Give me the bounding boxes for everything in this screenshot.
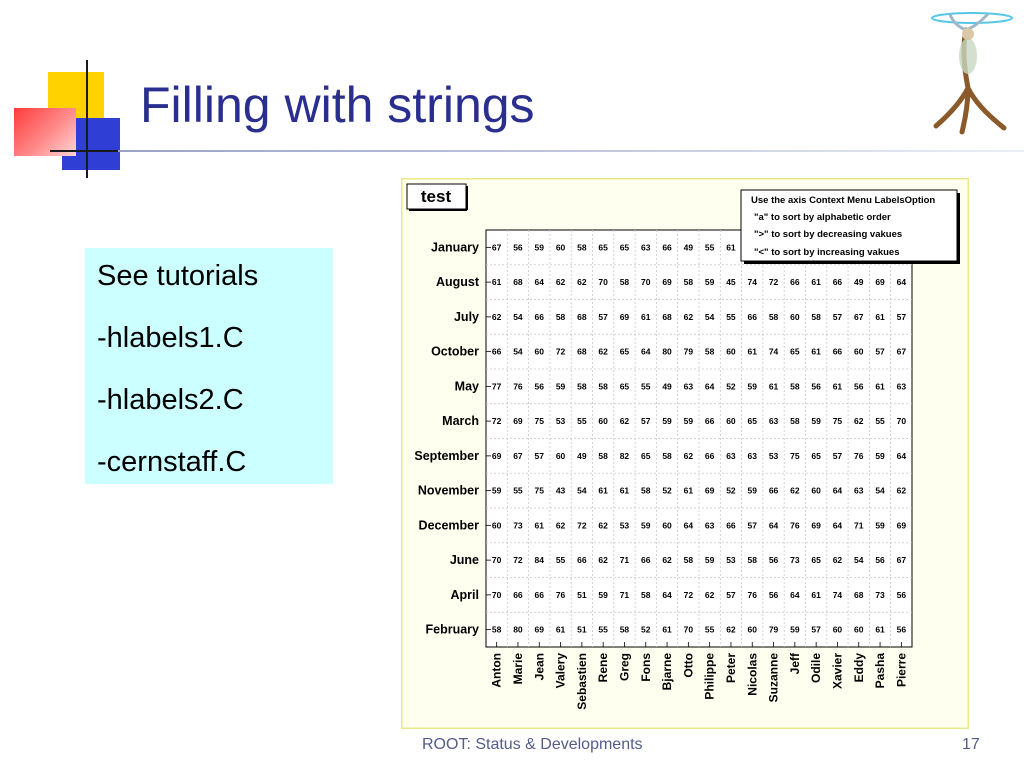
cell-value: 74 [832, 589, 843, 600]
cell-value: 68 [662, 311, 672, 322]
cell-value: 55 [641, 381, 651, 392]
y-tick-label: November [417, 483, 479, 498]
cell-value: 45 [726, 277, 736, 288]
cell-value: 56 [534, 381, 544, 392]
cell-value: 58 [704, 346, 715, 357]
cell-value: 58 [768, 311, 779, 322]
cell-value: 61 [683, 485, 694, 496]
cell-value: 66 [641, 555, 651, 566]
cell-value: 64 [896, 277, 907, 288]
cell-value: 52 [726, 485, 736, 496]
cell-value: 72 [555, 346, 566, 357]
cell-value: 63 [683, 381, 694, 392]
cell-value: 55 [704, 242, 715, 253]
y-tick-label: September [414, 448, 479, 463]
cell-value: 72 [577, 520, 587, 531]
cell-value: 76 [513, 381, 523, 392]
cell-value: 57 [811, 624, 821, 635]
cell-value: 71 [854, 520, 864, 531]
y-tick-label: October [431, 344, 479, 359]
cell-value: 56 [854, 381, 864, 392]
cell-value: 56 [768, 589, 779, 600]
cell-value: 73 [875, 589, 885, 600]
cell-value: 60 [726, 416, 736, 427]
x-tick-label: Valery [553, 653, 568, 689]
cell-value: 54 [513, 346, 523, 357]
legend-line: Use the axis Context Menu LabelsOption [751, 195, 936, 206]
cell-value: 64 [534, 277, 544, 288]
x-tick-label: Bjarne [660, 653, 675, 691]
cell-value: 60 [491, 520, 502, 531]
cell-value: 58 [790, 381, 800, 392]
cell-value: 75 [534, 416, 544, 427]
cell-value: 57 [598, 311, 608, 322]
cell-value: 69 [491, 450, 502, 461]
y-tick-label: February [425, 622, 479, 637]
y-tick-label: June [449, 553, 479, 568]
cell-value: 59 [811, 416, 821, 427]
cell-value: 70 [491, 589, 502, 600]
cell-value: 82 [619, 450, 630, 461]
histogram-canvas [401, 178, 969, 729]
cell-value: 67 [854, 311, 864, 322]
cell-value: 66 [832, 346, 843, 357]
cell-value: 62 [598, 346, 608, 357]
cell-value: 55 [555, 555, 566, 566]
cell-value: 59 [641, 520, 651, 531]
cell-value: 76 [790, 520, 800, 531]
cell-value: 52 [662, 485, 672, 496]
cell-value: 62 [598, 520, 608, 531]
cell-value: 63 [854, 485, 864, 496]
cell-value: 64 [641, 346, 651, 357]
cell-value: 66 [534, 589, 544, 600]
cell-value: 62 [683, 450, 694, 461]
cell-value: 60 [555, 242, 566, 253]
legend-line: "a" to sort by alphabetic order [754, 212, 891, 223]
cell-value: 64 [662, 589, 672, 600]
cell-value: 76 [555, 589, 566, 600]
cell-value: 58 [641, 485, 651, 496]
x-tick-label: Otto [681, 653, 696, 678]
y-tick-label: April [450, 587, 479, 602]
cell-value: 66 [747, 311, 757, 322]
cell-value: 59 [875, 520, 885, 531]
cell-value: 61 [534, 520, 544, 531]
cell-value: 72 [768, 277, 779, 288]
y-tick-label: May [454, 379, 479, 394]
cell-value: 62 [854, 416, 864, 427]
cell-value: 63 [896, 381, 907, 392]
x-tick-label: Pasha [873, 653, 888, 689]
note-line: -hlabels2.C [97, 384, 244, 416]
cell-value: 71 [619, 555, 630, 566]
cell-value: 65 [790, 346, 800, 357]
cell-value: 53 [555, 416, 566, 427]
cell-value: 61 [811, 277, 821, 288]
cell-value: 51 [577, 624, 587, 635]
cell-value: 57 [534, 450, 544, 461]
cell-value: 65 [619, 242, 630, 253]
x-tick-label: Philippe [702, 653, 717, 700]
x-tick-label: Pierre [894, 653, 909, 688]
cell-value: 58 [598, 381, 608, 392]
cell-value: 70 [598, 277, 608, 288]
cell-value: 64 [790, 589, 800, 600]
x-tick-label: Fons [638, 653, 653, 682]
cell-value: 70 [683, 624, 694, 635]
cell-value: 61 [832, 381, 843, 392]
cell-value: 66 [704, 416, 715, 427]
cell-value: 70 [896, 416, 907, 427]
cell-value: 61 [811, 346, 821, 357]
cell-value: 62 [555, 520, 566, 531]
cell-value: 67 [896, 346, 907, 357]
cell-value: 60 [790, 311, 800, 322]
cell-value: 59 [704, 555, 715, 566]
y-tick-label: December [418, 518, 479, 533]
cell-value: 61 [619, 485, 630, 496]
cell-value: 66 [790, 277, 800, 288]
cell-value: 67 [896, 555, 907, 566]
cell-value: 62 [726, 624, 736, 635]
y-tick-label: March [442, 414, 479, 429]
cell-value: 66 [832, 277, 843, 288]
cell-value: 58 [577, 381, 587, 392]
cell-value: 66 [534, 311, 544, 322]
x-tick-label: Jean [532, 653, 547, 681]
cell-value: 58 [577, 242, 587, 253]
cell-value: 60 [854, 624, 864, 635]
cell-value: 56 [875, 555, 885, 566]
cell-value: 61 [726, 242, 736, 253]
x-tick-label: Xavier [830, 653, 845, 690]
x-tick-label: Jeff [787, 653, 802, 675]
cell-value: 69 [704, 485, 715, 496]
cell-value: 68 [854, 589, 864, 600]
cell-value: 60 [747, 624, 757, 635]
cell-value: 72 [491, 416, 502, 427]
cell-value: 56 [768, 555, 779, 566]
cell-value: 58 [747, 555, 757, 566]
cell-value: 58 [662, 450, 672, 461]
legend-line: "<" to sort by increasing vakues [754, 247, 900, 258]
cell-value: 65 [619, 346, 630, 357]
cell-value: 80 [513, 624, 523, 635]
cell-value: 58 [641, 589, 651, 600]
cell-value: 62 [619, 416, 630, 427]
cell-value: 62 [577, 277, 587, 288]
cell-value: 61 [768, 381, 779, 392]
cell-value: 61 [875, 624, 885, 635]
cell-value: 69 [896, 520, 907, 531]
cell-value: 54 [875, 485, 885, 496]
cell-value: 60 [555, 450, 566, 461]
cell-value: 56 [513, 242, 523, 253]
cell-value: 66 [513, 589, 523, 600]
cell-value: 64 [896, 450, 907, 461]
cell-value: 62 [790, 485, 800, 496]
cell-value: 58 [491, 624, 502, 635]
x-tick-label: Odile [809, 653, 824, 684]
cell-value: 61 [491, 277, 502, 288]
cell-value: 62 [704, 589, 715, 600]
cell-value: 73 [513, 520, 523, 531]
cell-value: 64 [683, 520, 694, 531]
cell-value: 53 [768, 450, 779, 461]
cell-value: 61 [598, 485, 608, 496]
x-tick-label: Rene [596, 653, 611, 683]
cell-value: 62 [896, 485, 907, 496]
cell-value: 53 [619, 520, 630, 531]
cell-value: 75 [832, 416, 843, 427]
cell-value: 52 [726, 381, 736, 392]
cell-value: 58 [598, 450, 608, 461]
cell-value: 72 [683, 589, 694, 600]
cell-value: 63 [641, 242, 651, 253]
cell-value: 56 [811, 381, 821, 392]
cell-value: 80 [662, 346, 672, 357]
cell-value: 55 [726, 311, 736, 322]
cell-value: 77 [491, 381, 502, 392]
cell-value: 69 [534, 624, 544, 635]
cell-value: 51 [577, 589, 587, 600]
cell-value: 49 [662, 381, 672, 392]
cell-value: 70 [491, 555, 502, 566]
cell-value: 65 [598, 242, 608, 253]
cell-value: 74 [747, 277, 757, 288]
cell-value: 60 [832, 624, 843, 635]
cell-value: 65 [811, 450, 821, 461]
logo-vertical-line [86, 60, 88, 178]
x-tick-label: Nicolas [745, 653, 760, 696]
cell-value: 62 [832, 555, 843, 566]
cell-value: 59 [598, 589, 608, 600]
x-tick-label: Eddy [851, 653, 866, 683]
cell-value: 52 [641, 624, 651, 635]
cell-value: 68 [577, 311, 587, 322]
cell-value: 57 [747, 520, 757, 531]
cell-value: 60 [534, 346, 544, 357]
cell-value: 58 [811, 311, 821, 322]
cell-value: 55 [598, 624, 608, 635]
cell-value: 43 [555, 485, 566, 496]
cell-value: 59 [491, 485, 502, 496]
cell-value: 59 [555, 381, 566, 392]
cell-value: 60 [854, 346, 864, 357]
tutorials-note-box [85, 248, 333, 484]
cell-value: 75 [790, 450, 800, 461]
cell-value: 61 [875, 381, 885, 392]
y-tick-label: August [435, 275, 479, 290]
note-line: -cernstaff.C [97, 446, 247, 478]
note-line: -hlabels1.C [97, 322, 244, 354]
cell-value: 62 [598, 555, 608, 566]
cell-value: 56 [896, 624, 907, 635]
cell-value: 58 [555, 311, 566, 322]
slide-title: Filling with strings [140, 77, 535, 133]
cell-value: 65 [811, 555, 821, 566]
cell-value: 61 [875, 311, 885, 322]
cell-value: 58 [683, 555, 694, 566]
cell-value: 58 [683, 277, 694, 288]
cell-value: 56 [896, 589, 907, 600]
cell-value: 84 [534, 555, 544, 566]
cell-value: 57 [726, 589, 736, 600]
cell-value: 60 [811, 485, 821, 496]
cell-value: 76 [747, 589, 757, 600]
cell-value: 54 [854, 555, 864, 566]
cell-value: 60 [598, 416, 608, 427]
cell-value: 61 [555, 624, 566, 635]
cell-value: 69 [875, 277, 885, 288]
x-tick-label: Marie [510, 653, 525, 685]
cell-value: 49 [854, 277, 864, 288]
cell-value: 62 [491, 311, 502, 322]
cell-value: 59 [875, 450, 885, 461]
cell-value: 79 [768, 624, 779, 635]
cell-value: 57 [875, 346, 885, 357]
cell-value: 61 [641, 311, 651, 322]
cell-value: 66 [491, 346, 502, 357]
cell-value: 71 [619, 589, 630, 600]
y-tick-label: July [453, 309, 479, 324]
chart-title: test [420, 187, 452, 206]
cell-value: 66 [726, 520, 736, 531]
cell-value: 66 [577, 555, 587, 566]
x-tick-label: Greg [617, 653, 632, 682]
cell-value: 61 [811, 589, 821, 600]
cell-value: 55 [577, 416, 587, 427]
cell-value: 54 [704, 311, 715, 322]
cell-value: 69 [662, 277, 672, 288]
cell-value: 66 [662, 242, 672, 253]
x-tick-label: Sebastien [574, 653, 589, 710]
cell-value: 64 [768, 520, 779, 531]
cell-value: 63 [747, 450, 757, 461]
x-tick-label: Anton [489, 653, 504, 688]
cell-value: 58 [790, 416, 800, 427]
cell-value: 69 [619, 311, 630, 322]
cell-value: 63 [726, 450, 736, 461]
cell-value: 70 [641, 277, 651, 288]
cell-value: 68 [577, 346, 587, 357]
cell-value: 69 [513, 416, 523, 427]
cell-value: 63 [704, 520, 715, 531]
cell-value: 61 [747, 346, 757, 357]
cell-value: 49 [577, 450, 587, 461]
cell-value: 57 [832, 450, 843, 461]
page-number: 17 [962, 736, 980, 753]
cell-value: 69 [811, 520, 821, 531]
cell-value: 64 [704, 381, 715, 392]
cell-value: 61 [662, 624, 672, 635]
cell-value: 57 [641, 416, 651, 427]
cell-value: 74 [768, 346, 779, 357]
cell-value: 55 [513, 485, 523, 496]
cell-value: 66 [768, 485, 779, 496]
cell-value: 67 [491, 242, 502, 253]
cell-value: 64 [832, 485, 843, 496]
cell-value: 65 [619, 381, 630, 392]
cell-value: 62 [555, 277, 566, 288]
title-rule [118, 150, 1024, 152]
cell-value: 59 [662, 416, 672, 427]
cell-value: 62 [683, 311, 694, 322]
cell-value: 55 [875, 416, 885, 427]
cell-value: 79 [683, 346, 694, 357]
legend-line: ">" to sort by decreasing vakues [754, 229, 903, 240]
cell-value: 75 [534, 485, 544, 496]
logo-red-square [14, 108, 76, 156]
cell-value: 57 [896, 311, 907, 322]
cell-value: 59 [747, 381, 757, 392]
cell-value: 59 [747, 485, 757, 496]
cell-value: 57 [832, 311, 843, 322]
cell-value: 54 [513, 311, 523, 322]
cell-value: 65 [747, 416, 757, 427]
cell-value: 76 [854, 450, 864, 461]
cell-value: 53 [726, 555, 736, 566]
cell-value: 72 [513, 555, 523, 566]
cell-value: 58 [619, 277, 630, 288]
cell-value: 67 [513, 450, 523, 461]
x-tick-label: Suzanne [766, 653, 781, 703]
note-line: See tutorials [97, 260, 259, 292]
cell-value: 60 [662, 520, 672, 531]
cell-value: 68 [513, 277, 523, 288]
tree-figure-icon [922, 8, 1018, 138]
y-tick-label: January [431, 240, 479, 255]
x-tick-label: Peter [723, 653, 738, 684]
cell-value: 58 [619, 624, 630, 635]
cell-value: 54 [577, 485, 587, 496]
cell-value: 55 [704, 624, 715, 635]
cell-value: 66 [704, 450, 715, 461]
cell-value: 64 [832, 520, 843, 531]
cell-value: 62 [662, 555, 672, 566]
cell-value: 59 [704, 277, 715, 288]
cell-value: 73 [790, 555, 800, 566]
cell-value: 65 [641, 450, 651, 461]
cell-value: 60 [726, 346, 736, 357]
cell-value: 59 [534, 242, 544, 253]
cell-value: 63 [768, 416, 779, 427]
cell-value: 59 [790, 624, 800, 635]
footer-text: ROOT: Status & Developments [422, 736, 643, 753]
cell-value: 49 [683, 242, 694, 253]
cell-value: 59 [683, 416, 694, 427]
